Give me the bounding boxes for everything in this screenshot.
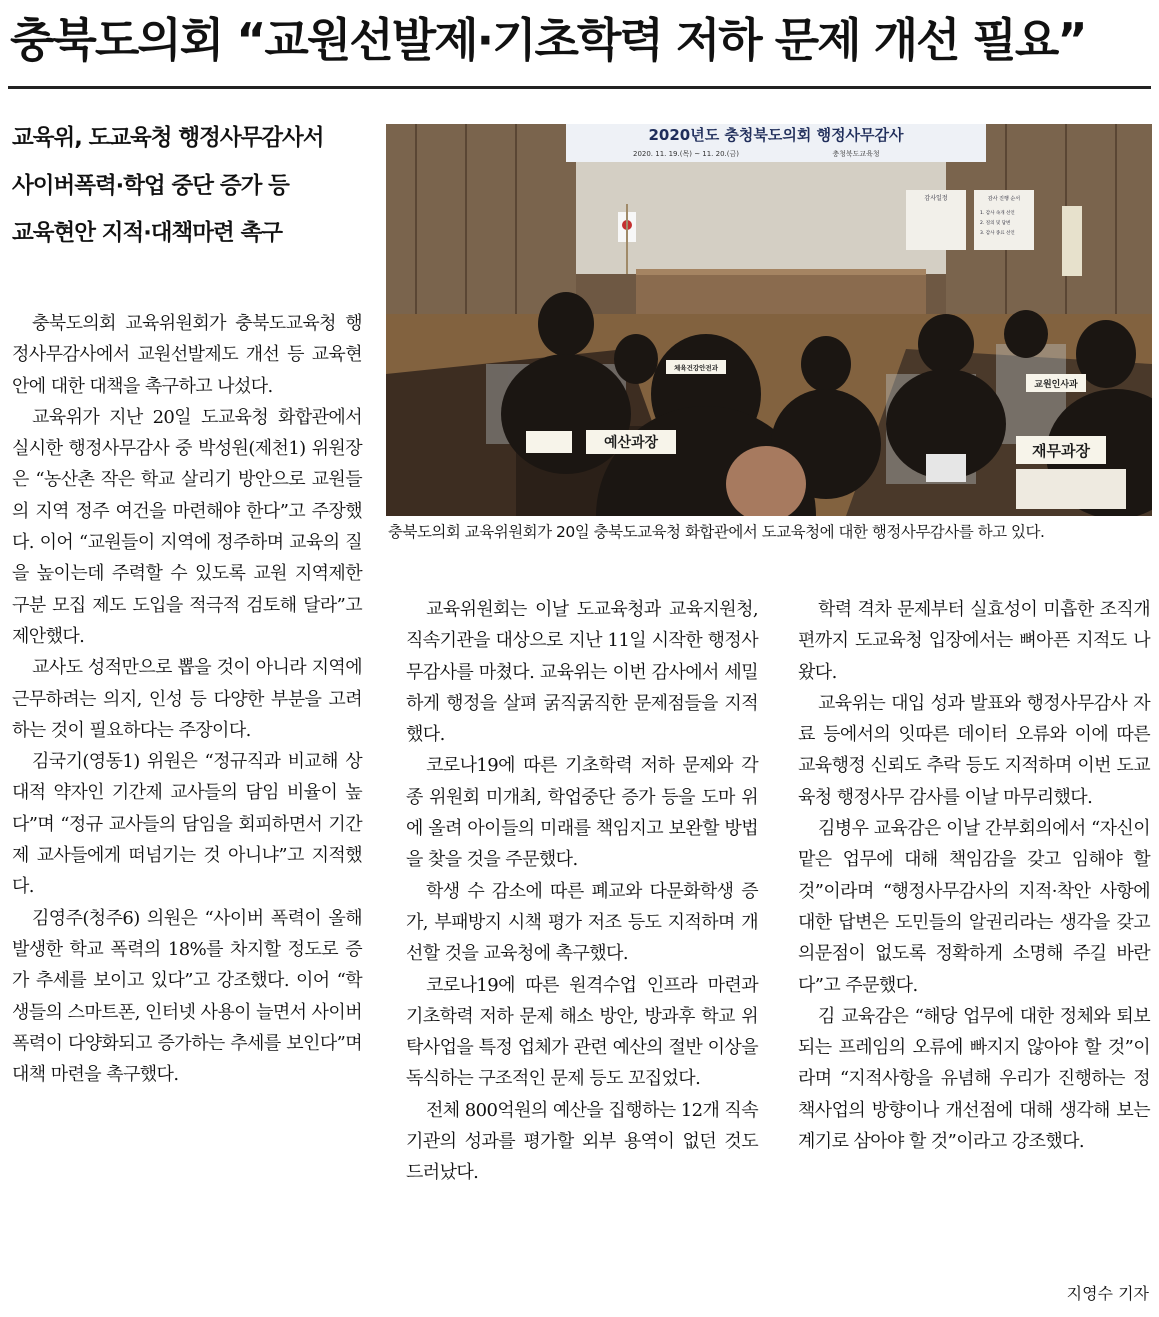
paragraph: 김병우 교육감은 이날 간부회의에서 “자신이 맡은 업무에 대해 책임감을 갖고 임해야 할 것”이라며 “행정사무감사의 지적·착안 사항에 대한 답변은 도민들의 알권리라는 생각을 갖고 의문점이 없도록 정확하게 소명해 주길 바란다”고 주문했다. xyxy=(798,818,1150,996)
board-left-title: 감사일정 xyxy=(924,195,948,202)
board-right-item: 1. 감사 속개 선언 xyxy=(980,211,1015,216)
paragraph: 김 교육감은 “해당 업무에 대한 정체와 퇴보되는 프레임의 오류에 빠지지 않아야 할 것”이라며 “지적사항을 유념해 우리가 진행하는 정책사업의 방향이나 개선점에 대해 생각해 보는 계기로 삼아야 할 것”이라고 강조했다. xyxy=(798,1005,1150,1153)
paragraph: 교육위가 지난 20일 도교육청 화합관에서 실시한 행정사무감사 중 박성원(제천1) 위원장은 “농산촌 작은 학교 살리기 방안으로 교원들의 지역 정주 여건을 마련해야 한다”고 주장했다. 이어 “교원들이 지역에 정주하며 교육의 질을 높이는데 주력할 수 있도록 교원 지역제한 구분 모집 제도 도입을 적극적 검토해 달라”고 제안했다. xyxy=(12,406,362,647)
photo-sign: 교원인사과 xyxy=(1034,380,1078,390)
paragraph: 김영주(청주6) 의원은 “사이버 폭력이 올해 발생한 학교 폭력의 18%를 차지할 정도로 증가 추세를 보이고 있다”고 강조했다. 이어 “학생들의 스마트폰, 인터넷 사용이 늘면서 사이버 폭력이 다양화되고 증가하는 추세를 보인다”며 대책 마련을 촉구했다. xyxy=(12,907,362,1086)
board-right-title: 감사 진행 순서 xyxy=(987,196,1021,202)
banner-date: 2020. 11. 19.(목) ~ 11. 20.(금) xyxy=(632,150,740,158)
paragraph: 학생 수 감소에 따른 폐교와 다문화학생 증가, 부패방지 시책 평가 저조 등도 지적하며 개선할 것을 교육청에 촉구했다. xyxy=(406,880,758,965)
subhead-line-1: 교육위, 도교육청 행정사무감사서 xyxy=(12,125,324,151)
paragraph: 교사도 성적만으로 뽑을 것이 아니라 지역에 근무하려는 의지, 인성 등 다양한 부분을 고려하는 것이 필요하다는 주장이다. xyxy=(12,657,362,741)
article-column-1 xyxy=(12,308,362,1090)
paragraph: 교육위원회는 이날 도교육청과 교육지원청, 직속기관을 대상으로 지난 11일 시작한 행정사무감사를 마쳤다. 교육위는 이번 감사에서 세밀하게 행정을 살펴 굵직굵직한 문제점들을 지적했다. xyxy=(406,599,758,746)
paragraph: 전체 800억원의 예산을 집행하는 12개 직속 기관의 성과를 평가할 외부 용역이 없던 것도 드러났다. xyxy=(406,1099,758,1184)
banner-title: 2020년도 충청북도의회 행정사무감사 xyxy=(648,126,904,144)
headline: 충북도의회 “교원선발제·기초학력 저하 문제 개선 필요” xyxy=(10,13,1086,67)
article-photo xyxy=(386,124,1152,516)
subhead-line-3: 교육현안 지적·대책마련 촉구 xyxy=(12,220,283,246)
paragraph: 학력 격차 문제부터 실효성이 미흡한 조직개편까지 도교육청 입장에서는 뼈아픈 지적도 나왔다. xyxy=(798,599,1150,683)
photo-sign: 재무과장 xyxy=(1032,442,1090,460)
paragraph: 코로나19에 따른 원격수업 인프라 마련과 기초학력 저하 문제 해소 방안, 방과후 학교 위탁사업을 특정 업체가 관련 예산의 절반 이상을 독식하는 구조적인 문제 등도 꼬집었다. xyxy=(406,974,758,1090)
subhead-line-2: 사이버폭력·학업 중단 증가 등 xyxy=(12,173,289,199)
headline-rule xyxy=(8,86,1151,89)
photo-sign: 예산과장 xyxy=(603,435,659,451)
byline: 지영수 기자 xyxy=(1066,1284,1149,1303)
article-column-3 xyxy=(798,594,1150,1157)
board-right-item: 2. 질의 및 답변 xyxy=(980,221,1011,226)
photo-caption: 충북도의회 교육위원회가 20일 충북도교육청 화합관에서 도교육청에 대한 행정사무감사를 하고 있다. xyxy=(388,523,1045,541)
article-column-2 xyxy=(406,594,758,1189)
paragraph: 김국기(영동1) 위원은 “정규직과 비교해 상대적 약자인 기간제 교사들의 담임 비율이 높다”며 “정규 교사들의 담임을 회피하면서 기간제 교사들에게 떠넘기는 것 아니냐”고 지적했다. xyxy=(12,751,362,898)
paragraph: 코로나19에 따른 기초학력 저하 문제와 각종 위원회 미개최, 학업중단 증가 등을 도마 위에 올려 아이들의 미래를 책임지고 보완할 방법을 찾을 것을 주문했다. xyxy=(406,755,758,871)
banner-org: 충청북도교육청 xyxy=(832,150,880,158)
paragraph: 교육위는 대입 성과 발표와 행정사무감사 자료 등에서의 잇따른 데이터 오류와 이에 따른 교육행정 신뢰도 추락 등도 지적하며 이번 도교육청 행정사무 감사를 이날 마무리했다. xyxy=(798,692,1150,808)
photo-sign: 체육건강안전과 xyxy=(674,364,718,372)
board-right-item: 3. 감사 종료 선언 xyxy=(980,231,1015,236)
paragraph: 충북도의회 교육위원회가 충북도교육청 행정사무감사에서 교원선발제도 개선 등 교육현안에 대한 대책을 촉구하고 나섰다. xyxy=(12,313,362,397)
